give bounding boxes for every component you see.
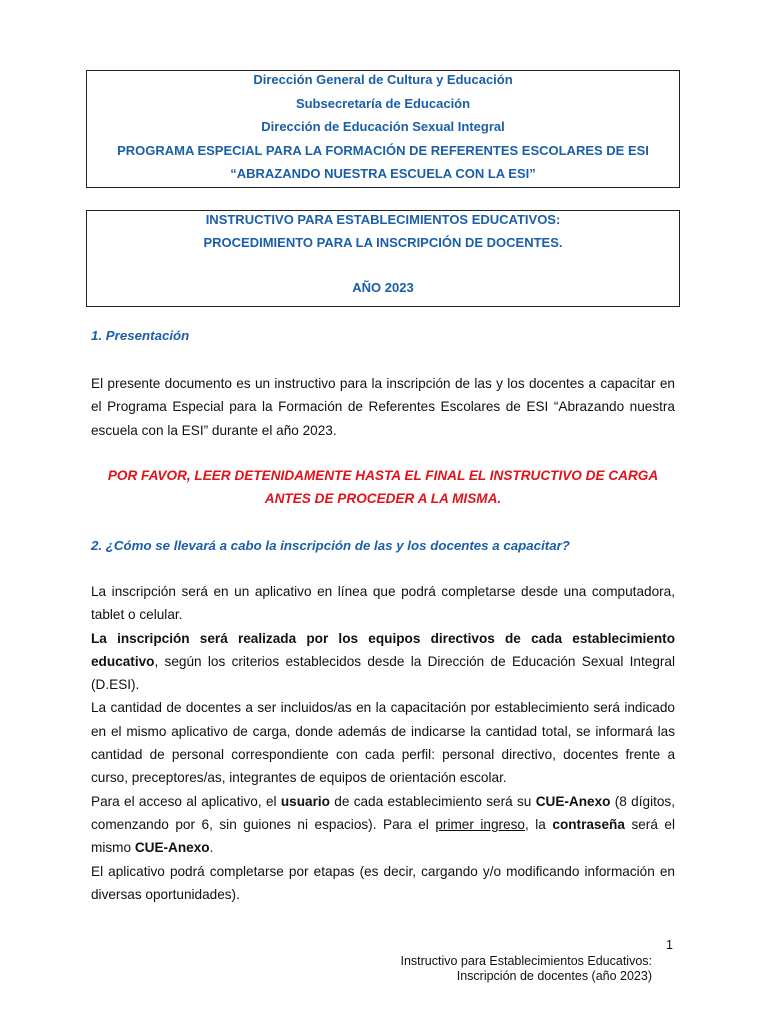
acceso-text-c: (8 dígitos, comenzando por 6, sin guiones ni espacios). Para el — [91, 793, 676, 832]
title-year: AÑO 2023 — [352, 280, 414, 295]
header-line-direccion-esi: Dirección de Educación Sexual Integral — [261, 119, 505, 134]
acceso-text-a: Para el acceso al aplicativo, el — [91, 793, 281, 809]
acceso-text-e: será el mismo — [91, 816, 675, 856]
page-footer — [400, 954, 652, 984]
paragraph-etapas: El aplicativo podrá completarse por etapas (es decir, cargando y/o modificando información en diversas oportunidades). — [91, 863, 675, 902]
bold-cue-anexo-2: CUE-Anexo — [134, 840, 210, 856]
warning-line-2: ANTES DE PROCEDER A LA MISMA. — [264, 491, 502, 506]
header-line-subsecretaria: Subsecretaría de Educación — [295, 95, 471, 111]
page-number: 1 — [666, 938, 673, 952]
presentacion-text: El presente documento es un instructivo para la inscripción de las y los docentes a capacitar en el Programa Especial para la Formación de Referentes Escolares de ESI “Abrazando nuestra escuela con la ESI” durante el año 2023. — [91, 376, 675, 438]
bold-cue-anexo: CUE-Anexo — [535, 793, 611, 809]
header-line-programa: PROGRAMA ESPECIAL PARA LA FORMACIÓN DE REFERENTES ESCOLARES DE ESI — [117, 142, 649, 158]
footer-line-1: Instructivo para Establecimientos Educativos: — [400, 954, 652, 968]
paragraph-acceso — [91, 790, 675, 860]
title-line-procedimiento: PROCEDIMIENTO PARA LA INSCRIPCIÓN DE DOCENTES. — [203, 235, 563, 250]
section-1-heading: 1. Presentación — [91, 328, 190, 343]
title-line-instructivo: INSTRUCTIVO PARA ESTABLECIMIENTOS EDUCATIVOS: — [205, 212, 561, 227]
warning-line-1: POR FAVOR, LEER DETENIDAMENTE HASTA EL FINAL EL INSTRUCTIVO DE CARGA — [107, 468, 659, 483]
acceso-text-f: . — [209, 840, 214, 856]
bold-usuario: usuario — [280, 793, 330, 809]
paragraph-equipos-directivos — [91, 627, 675, 697]
section-2-body — [91, 580, 675, 906]
acceso-text-d: , la — [524, 816, 553, 832]
underline-primer-ingreso: primer ingreso — [435, 816, 525, 832]
title-box — [86, 210, 680, 307]
criterios-text: , según los criterios establecidos desde la Dirección de Educación Sexual Integral (D.ESI). — [91, 653, 675, 693]
section-1-paragraph — [91, 372, 675, 442]
section-2-heading: 2. ¿Cómo se llevará a cabo la inscripción de las y los docentes a capacitar? — [91, 538, 570, 553]
header-line-direccion-general: Dirección General de Cultura y Educación — [253, 72, 513, 87]
paragraph-aplicativo: La inscripción será en un aplicativo en línea que podrá completarse desde una computadora, tablet o celular. — [91, 584, 675, 623]
header-box — [86, 70, 680, 188]
bold-contrasena: contraseña — [552, 816, 625, 832]
footer-line-2: Inscripción de docentes (año 2023) — [456, 969, 652, 983]
warning-notice — [91, 464, 675, 510]
paragraph-cantidad-docentes: La cantidad de docentes a ser incluidos/as en la capacitación por establecimiento será indicado en el mismo aplicativo de carga, donde además de indicarse la cantidad total, se informará las cantidad de personal correspondiente con cada perfil: personal directivo, docentes frente a curso, preceptores/as, integrantes de equipos de orientación escolar. — [91, 700, 675, 786]
acceso-text-b: de cada establecimiento será su — [329, 793, 536, 809]
header-line-abrazando: “ABRAZANDO NUESTRA ESCUELA CON LA ESI” — [230, 166, 536, 181]
bold-inscripcion-realizada: La inscripción será realizada por los equipos directivos de cada establecimiento educativo — [91, 630, 675, 669]
